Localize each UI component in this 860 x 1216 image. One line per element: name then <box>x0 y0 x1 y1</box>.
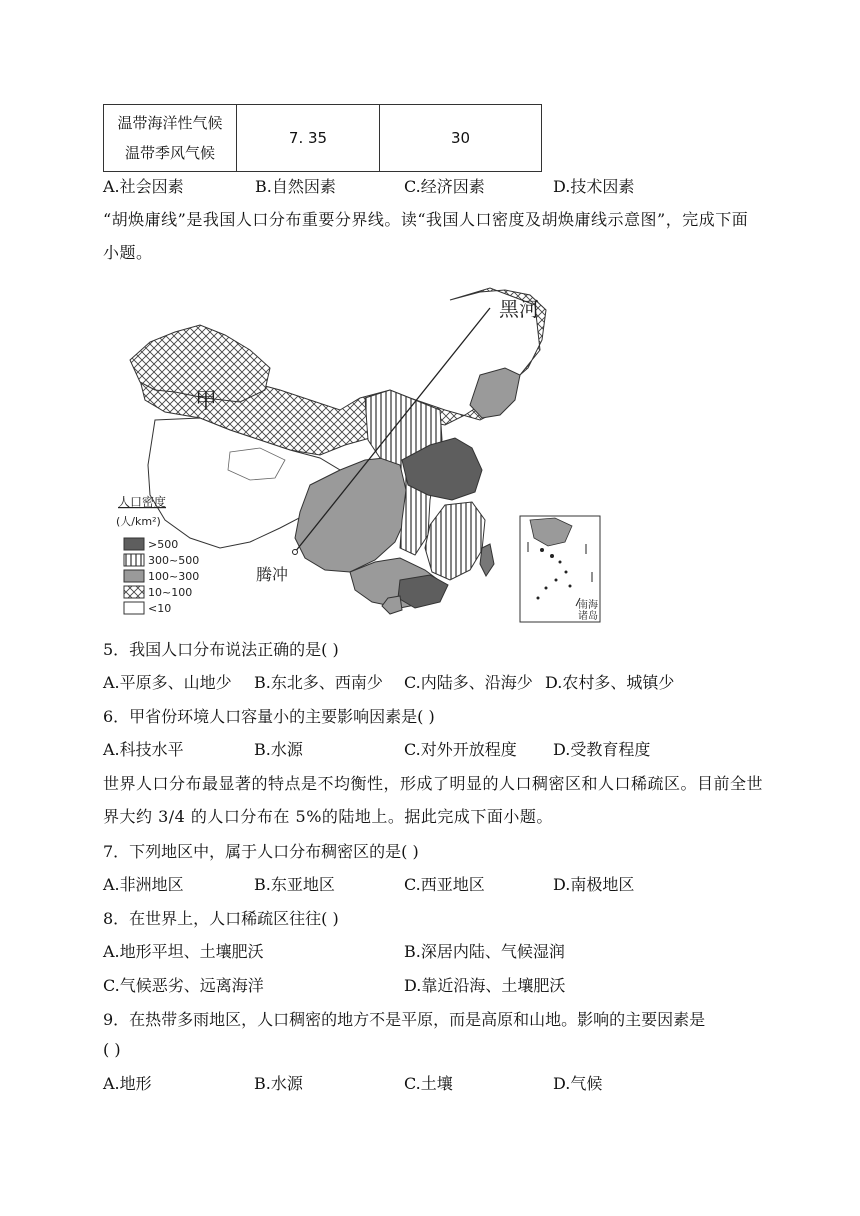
q5-option-a[interactable]: A.平原多、山地少 <box>103 673 232 692</box>
q7-option-b[interactable]: B.东亚地区 <box>254 875 335 894</box>
legend-swatch-10-100 <box>124 586 144 598</box>
q5-option-c[interactable]: C.内陆多、沿海少 <box>404 673 533 692</box>
legend-label-gt500: >500 <box>148 538 179 551</box>
label-tengchong: 腾冲 <box>256 565 289 584</box>
q7-option-d[interactable]: D.南极地区 <box>553 875 635 894</box>
world-population-intro: 世界人口分布最显著的特点是不均衡性，形成了明显的人口稠密区和人口稀疏区。目前全世界大约 3/4 的人口分布在 5%的陆地上。据此完成下面小题。 <box>103 774 764 826</box>
q6-option-c[interactable]: C.对外开放程度 <box>404 740 517 759</box>
inset-label-1: 南海 <box>578 600 598 611</box>
q4-option-a[interactable]: A.社会因素 <box>103 177 184 196</box>
legend-swatch-100-300 <box>124 570 144 582</box>
q9-option-c[interactable]: C.土壤 <box>404 1074 453 1093</box>
legend-swatch-gt500 <box>124 538 144 550</box>
q9-option-a[interactable]: A.地形 <box>103 1074 152 1093</box>
label-heihe: 黑河 <box>499 297 539 321</box>
legend-label-100-300: 100~300 <box>148 570 200 583</box>
climate-label-2: 温带季风气候 <box>124 144 215 162</box>
q6-option-d[interactable]: D.受教育程度 <box>553 740 651 759</box>
q9-option-d[interactable]: D.气候 <box>553 1074 603 1093</box>
q9-option-b[interactable]: B.水源 <box>254 1074 303 1093</box>
q6-option-b[interactable]: B.水源 <box>254 740 303 759</box>
label-jia: 甲 <box>195 389 218 414</box>
q6-question: 6．甲省份环境人口容量小的主要影响因素是( ) <box>103 707 435 726</box>
climate-cell <box>104 105 237 172</box>
q4-option-d[interactable]: D.技术因素 <box>553 177 635 196</box>
tengchong-point <box>293 550 298 555</box>
q8-option-c[interactable]: C.气候恶劣、远离海洋 <box>103 976 264 995</box>
legend-label-300-500: 300~500 <box>148 554 200 567</box>
q8-question: 8．在世界上，人口稀疏区往往( ) <box>103 909 339 928</box>
q8-option-b[interactable]: B.深居内陆、气候湿润 <box>404 942 565 961</box>
q5-option-b[interactable]: B.东北多、西南少 <box>254 673 383 692</box>
inset-label-2: 诸岛 <box>578 611 598 622</box>
hu-line-intro: “胡焕庸线”是我国人口分布重要分界线。读“我国人口密度及胡焕庸线示意图”，完成下面小题。 <box>103 210 749 262</box>
legend-label-lt10: <10 <box>148 602 172 615</box>
china-population-density-map <box>110 280 610 630</box>
table-value-1: 7. 35 <box>237 105 380 172</box>
q8-option-a[interactable]: A.地形平坦、土壤肥沃 <box>103 942 264 961</box>
legend-swatch-lt10 <box>124 602 144 614</box>
q8-option-d[interactable]: D.靠近沿海、土壤肥沃 <box>404 976 566 995</box>
legend-label-10-100: 10~100 <box>148 586 193 599</box>
legend-swatch-300-500 <box>124 554 144 566</box>
q5-question: 5．我国人口分布说法正确的是( ) <box>103 640 339 659</box>
climate-table <box>103 104 542 172</box>
q4-option-b[interactable]: B.自然因素 <box>255 177 336 196</box>
climate-label-1: 温带海洋性气候 <box>117 114 223 132</box>
q7-option-a[interactable]: A.非洲地区 <box>103 875 184 894</box>
q4-option-c[interactable]: C.经济因素 <box>404 177 485 196</box>
table-value-2: 30 <box>380 105 542 172</box>
q6-option-a[interactable]: A.科技水平 <box>103 740 184 759</box>
q5-option-d[interactable]: D.农村多、城镇少 <box>545 673 675 692</box>
legend-title: 人口密度 <box>118 495 167 509</box>
legend-unit: (人/km²) <box>116 515 161 528</box>
south-china-sea-inset <box>520 516 600 622</box>
q7-option-c[interactable]: C.西亚地区 <box>404 875 485 894</box>
q7-question: 7．下列地区中，属于人口分布稠密区的是( ) <box>103 842 419 861</box>
q9-question: 9．在热带多雨地区，人口稠密的地方不是平原，而是高原和山地。影响的主要因素是 <box>103 1010 706 1029</box>
q9-question-cont: ( ) <box>103 1040 121 1059</box>
